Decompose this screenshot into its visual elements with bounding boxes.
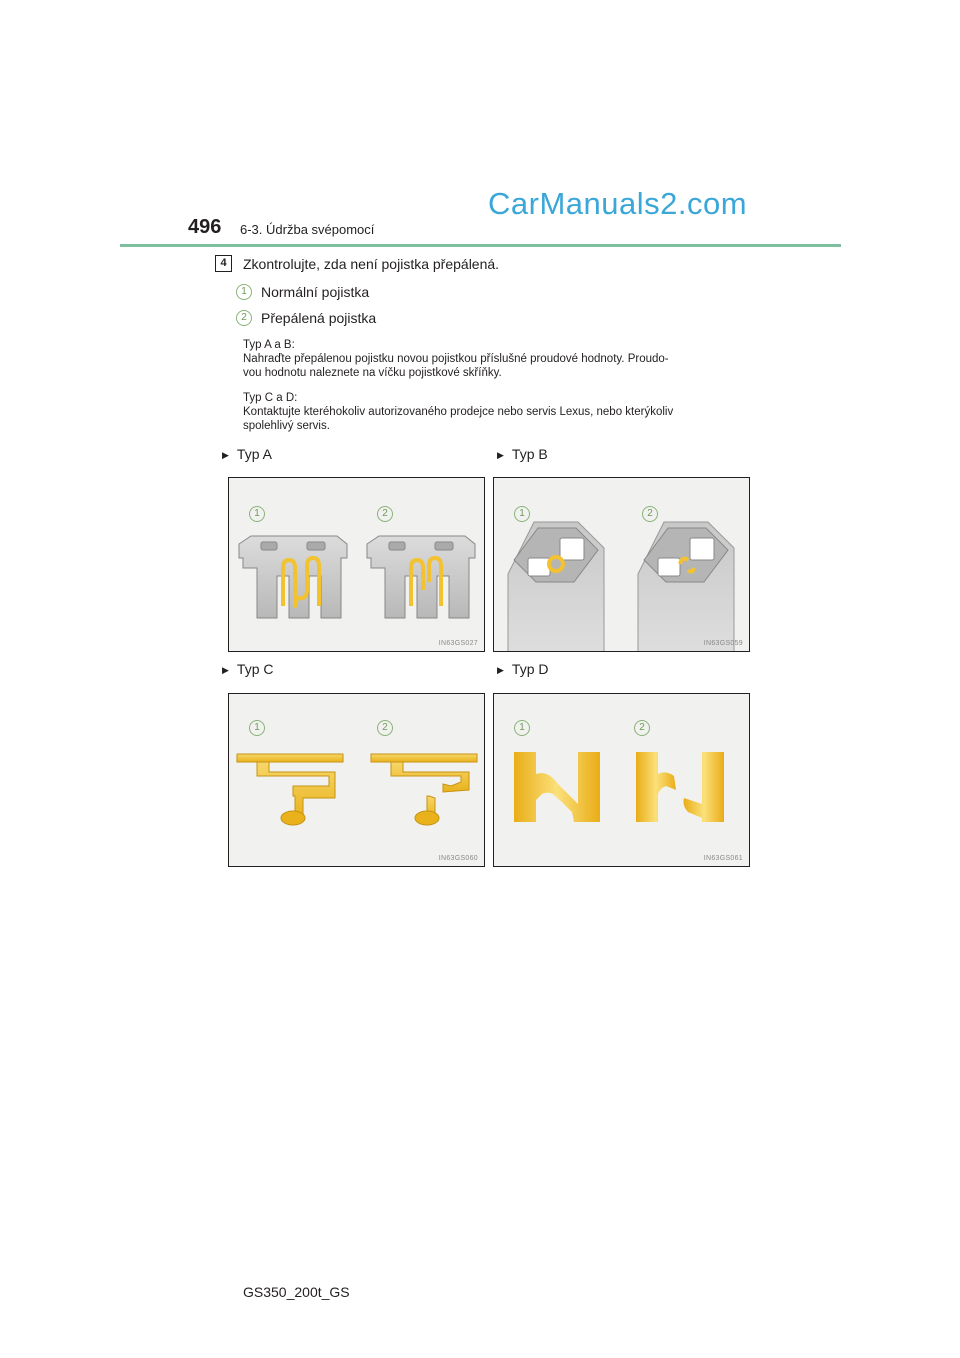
note-line: spolehlivý servis.: [243, 420, 330, 432]
callout-1: 1: [249, 720, 265, 736]
figure-type-c: [228, 693, 485, 867]
normal-fuse-d: [514, 752, 600, 822]
figure-type-a: [228, 477, 485, 652]
note-type-a-b: [243, 338, 753, 380]
note-line: Kontaktujte kteréhokoliv autorizovaného prodejce nebo servis Lexus, nebo kterýkoliv: [243, 406, 674, 418]
image-code: IN63GS027: [438, 640, 478, 647]
triangle-bullet-icon: ▶: [222, 450, 229, 460]
footer-model-code: GS350_200t_GS: [243, 1284, 350, 1300]
section-title: 6-3. Údržba svépomocí: [240, 222, 375, 237]
fuse-type-d-illustration: [494, 694, 750, 867]
header-rule: [120, 244, 841, 247]
legend-number-2: 2: [236, 310, 252, 326]
callout-2: 2: [634, 720, 650, 736]
triangle-bullet-icon: ▶: [497, 450, 504, 460]
legend-blown-fuse: Přepálená pojistka: [261, 310, 377, 326]
blown-fuse-b: [638, 522, 734, 652]
figure-label-type-c: ▶ Typ C: [222, 661, 274, 677]
fuse-type-c-illustration: [229, 694, 485, 867]
callout-1: 1: [514, 506, 530, 522]
triangle-bullet-icon: ▶: [497, 665, 504, 675]
callout-2: 2: [642, 506, 658, 522]
blown-fuse-d: [636, 752, 724, 822]
figure-type-b: [493, 477, 750, 652]
normal-fuse-a: [239, 536, 347, 618]
figure-label-type-d: ▶ Typ D: [497, 661, 549, 677]
note-line: Nahraďte přepálenou pojistku novou pojistkou příslušné proudové hodnoty. Proudo-: [243, 353, 669, 365]
watermark[interactable]: CarManuals2.com: [488, 186, 748, 221]
step-instruction: Zkontrolujte, zda není pojistka přepálená.: [243, 256, 500, 272]
note-heading: Typ C a D:: [243, 392, 298, 404]
callout-2: 2: [377, 506, 393, 522]
page-number: 496: [188, 216, 222, 238]
note-heading: Typ A a B:: [243, 339, 295, 351]
fuse-type-a-illustration: [229, 478, 485, 652]
figure-label-type-a: ▶ Typ A: [222, 446, 272, 462]
legend-number-1: 1: [236, 284, 252, 300]
normal-fuse-c: [237, 754, 343, 825]
figure-label-type-b: ▶ Typ B: [497, 446, 548, 462]
callout-1: 1: [249, 506, 265, 522]
blown-fuse-c: [371, 754, 477, 825]
legend-normal-fuse: Normální pojistka: [261, 284, 370, 300]
fuse-type-b-illustration: [494, 478, 750, 652]
note-line: vou hodnotu naleznete na víčku pojistkové skříňky.: [243, 367, 502, 379]
blown-fuse-a: [367, 536, 475, 618]
normal-fuse-b: [508, 522, 604, 652]
callout-1: 1: [514, 720, 530, 736]
image-code: IN63GS060: [438, 855, 478, 862]
callout-2: 2: [377, 720, 393, 736]
step-number-badge: 4: [215, 255, 232, 272]
image-code: IN63GS061: [703, 855, 743, 862]
note-type-c-d: [243, 391, 753, 433]
figure-type-d: [493, 693, 750, 867]
image-code: IN63GS059: [703, 640, 743, 647]
triangle-bullet-icon: ▶: [222, 665, 229, 675]
